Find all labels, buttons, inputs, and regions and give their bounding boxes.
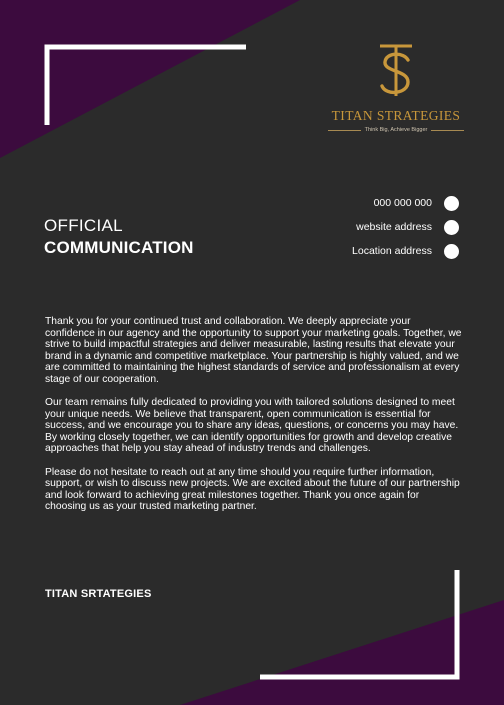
brand-name: TITAN STRATEGIES [331,108,461,123]
letter-body [45,316,463,525]
paragraph-1: Thank you for your continued trust and collaboration. We deeply appreciate your confidence in our agency and the opportunity to support your marketing goals. Together, we strive to build impactful strategies and deliver measurable, lasting results that elevate your brand in a dynamic and competitive marketplace. Your partnership is highly valued, and we are committed to maintaining the highest standards of service and professionalism at every stage of our cooperation. [45,316,462,385]
location-text: Location address [352,245,432,257]
contact-location [352,243,459,259]
contact-phone [352,195,459,211]
brand-tagline: Think Big, Achieve Bigger [364,127,428,133]
contact-list [352,195,459,267]
contact-website [352,219,459,235]
brand-logo [328,40,464,133]
phone-dot-icon [444,196,459,211]
heading-communication: COMMUNICATION [44,238,194,257]
tagline-rule-right [431,130,464,131]
tagline-rule-left [328,130,361,131]
paragraph-2: Our team remains fully dedicated to providing you with tailored solutions designed to meet your unique needs. We believe that transparent, open communication is essential for success, and we encourage you to share any ideas, questions, or concerns you may have. By working closely together, we can identify opportunities for growth and develop creative approaches that help you stay ahead of industry trends and challenges. [45,397,459,454]
phone-text: 000 000 000 [373,197,432,209]
paragraph-3: Please do not hesitate to reach out at any time should you require further information, support, or wish to discuss new projects. We are excited about the future of our partnership and look forward to achieving great milestones together. Thank you once again for choosing us as your trusted marketing partner. [45,466,460,512]
tagline-row [328,127,464,133]
ts-monogram-icon [374,40,418,102]
location-dot-icon [444,244,459,259]
website-text: website address [356,221,432,233]
heading-official: OFFICIAL [44,216,123,235]
signature: TITAN SRTATEGIES [45,588,152,600]
web-dot-icon [444,220,459,235]
